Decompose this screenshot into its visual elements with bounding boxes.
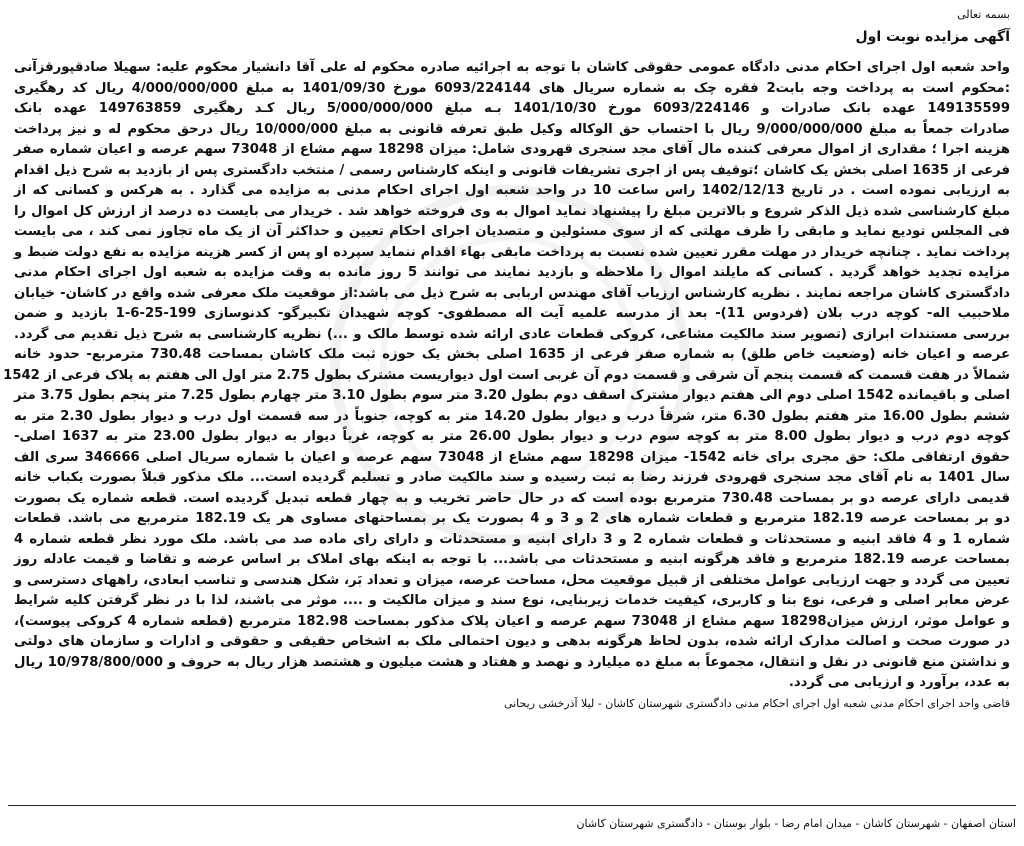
notice-body-line: فی المجلس تودیع نماید و مابقی را ظرف مهلتی که از سوی مسئولین و متصدیان اجرای احکام تعیین و حداکثر آن از یک ماه تجاوز نمی کند ، می بایست <box>14 224 1010 239</box>
notice-body-line: مزایده تجدید خواهد گردید . کسانی که مایلند اموال را ملاحظه و بازدید نمایند می توانند 5 روز مانده به وقت مزایده به شعبه اول اجرای احکام مدنی <box>14 265 1010 280</box>
notice-title: آگهی مزایده نوبت اول <box>855 29 1010 45</box>
notice-body-line: بررسی مستندات ابرازی (تصویر سند مالکیت مشاعی، کروکی قطعات عادی ارائه شده توسط مالک و ...) نظریه کارشناسی به شرح ذیل تقدیم می گردد. <box>14 326 1010 342</box>
notice-body-line: فرعی از 1635 اصلی بخش یک کاشان ؛توقیف پس از اجری تشریفات قانونی و اینکه کارشناس رسمی / منتخب دادگستری پس از بازدید به شرح ذیل اقدام <box>14 162 1010 178</box>
notice-body-line: اصلی و باقیمانده 1542 اصلی دوم الی هفتم دیوار مشترک اسقف دوم بطول 3.20 متر سوم بطول 3.10 متر چهارم بطول 7.25 متر پنجم بطول 3.75 متر <box>14 388 1011 403</box>
notice-body <box>3 58 1011 694</box>
notice-body-line: به عدد، برآورد و ارزیابی می گردد. <box>788 675 1010 690</box>
notice-body-line: کوچه دوم درب و دیوار بطول 8.00 متر به کوچه سوم درب و دیوار بطول 26.00 متر به کوچه، غرباً دیوار به دیوار بطول 23.00 متر به 1637 اصلی- <box>14 429 1010 444</box>
notice-body-line: ملاحبیب اله- کوچه درب بلان (فردوس 11)- بعد از مدرسه علمیه آیت اله مصطفوی- کوچه شهیدان تکبیرگو- کدنوسازی 199-25-6-1 بازدید و ضمن <box>14 306 1010 321</box>
notice-body-line: عرض معابر اصلی و فرعی، نوع بنا و کاربری، کیفیت خدمات زیربنایی، نوع سند و میزان مالکیت و .... موثر می باشند، لذا با در نظر گرفتن کلیه شرایط <box>14 593 1010 608</box>
notice-body-line: 149135599 عهده بانک صادرات و 6093/224146 مورخ 1401/10/30 بـه مبلغ 5/000/000/000 ریال کـد رهگیری 149763859 عهده بانک <box>14 101 1010 116</box>
notice-body-line: دادگستری کاشان مراجعه نمایند . نظریه کارشناس ارزیاب آقای مهندس اربابی به شرح ذیل می باشد:از موقعیت ملک معرفی شده واقع در کاشان- خیابان <box>14 285 1010 301</box>
notice-body-line: و نداشتن منع قانونی در نقل و انتقال، مجموعاً به مبلغ ده میلیارد و نهصد و هفتاد و هشت میلیون و هشتصد هزار ریال به حروف و 10/978/800/000 ریال <box>14 654 1010 670</box>
notice-body-line: واحد شعبه اول اجرای احکام مدنی دادگاه عمومی حقوقی کاشان با توجه به اجرائیه صادره محکوم له علی آقا دانشیار محکوم علیه: سهیلا صادقپورقزآنی <box>14 60 1010 75</box>
notice-body-line: شماره 1 و 4 فاقد ابنیه و مستحدثات و قطعات شماره 2 و 3 دارای ابنیه و مستحدثات و دارای رای ماده صد می باشد. ملک مورد نظر قطعه شماره 4 <box>14 531 1010 547</box>
notice-body-line: و عوامل موثر، ارزش میزان18298 سهم مشاع از 73048 سهم عرصه و اعیان پلاک مذکور بمساحت 182.98 مترمربع (قطعه شماره 4 کروکی پیوست)، <box>14 613 1010 629</box>
notice-body-line: تعیین می گردد و جهت ارزیابی عوامل مختلفی از قبیل موقعیت محل، مساحت عرصه، میزان و تعداد بَر، شکل هندسی و تناسب ابعادی، راههای دسترسی و <box>14 572 1010 588</box>
notice-body-line: قدیمی دارای عرصه دو بر بمساحت 730.48 مترمربع بوده است که در حال حاضر تخریب و به چهار قطعه تبدیل گردیده است. قطعه شماره یک بصورت <box>14 490 1010 506</box>
notice-body-line: ششم بطول 16.00 متر هفتم بطول 6.30 متر، شرقاً درب و دیوار بطول 14.20 متر به کوچه، جنوباً در سه قسمت اول درب و دیوار بطول 2.30 متر به <box>14 408 1011 424</box>
notice-body-line: عرصه و اعیان خانه (وضعیت خاص طلق) به شماره صفر فرعی از 1635 اصلی بخش یک حوزه ثبت ملک کاشان بمساحت 730.48 مترمربع- حدود خانه <box>14 347 1010 362</box>
notice-body-line: به ارزیابی نموده است . در تاریخ 1402/12/13 راس ساعت 10 در واحد شعبه اول اجرای احکام مدنی به مزایده می گذارد . به هرکس و کسانی که از <box>14 183 1010 198</box>
court-address-footer: استان اصفهان - شهرستان کاشان - میدان امام رضا - بلوار بوستان - دادگستری شهرستان کاشان <box>8 805 1016 832</box>
notice-body-line: شمالاً در هفت قسمت که قسمت پنجم آن شرقی و قسمت دوم آن غربی است اول دیواریست مشترک بطول 2.75 متر اول الی هفتم به پلاک فرعی از 1542 <box>3 367 1010 383</box>
notice-body-line: :محکوم است به پرداخت وجه بابت2 فقره چک به شماره سریال های 6093/224144 مورخ 1401/09/30 به مبلغ 4/000/000/000 ریال کد رهگیری <box>14 80 1010 96</box>
notice-body-line: سال 1401 به نام آقای مجد سنجری قهرودی فرزند رضا به ثبت رسیده و سند مالکیت صادر و تسلیم گردیده است... ملک مذکور قبلاً بصورت یکباب خانه <box>14 470 1010 485</box>
notice-body-line: مبلغ کارشناسی شده ذیل الذکر شروع و بالاترین مبلغ را پیشنهاد نماید اموال به وی فروخته خواهد شد . خریدار می بایست ده درصد از ارزش کل اموال را <box>14 203 1010 219</box>
notice-body-line: پرداخت نماید . چنانچه خریدار در مهلت مقرر تعیین شده نسبت به پرداخت مابقی بهاء اقدام ننماید سپرده او پس از کسر هزینه مزایده به نفع دولت ضبط و <box>14 244 1010 260</box>
notice-body-line: بمساحت عرصه 182.19 مترمربع و فاقد هرگونه ابنیه و مستحدثات می باشد... با توجه به اینکه بهای املاک بر اساس عرضه و تقاضا و قیمت عادله روز <box>14 552 1011 567</box>
notice-body-line: صادرات جمعاً به مبلغ 9/000/000/000 ریال با احتساب حق الوکاله وکیل طبق تعرفه قانونی به مبلغ 10/000/000 ریال درحق محکوم له و نیز پرداخت <box>14 121 1010 137</box>
notice-body-line: هزینه اجرا ؛ مقداری از اموال معرفی کننده مال آقای مجد سنجری قهرودی شامل: میزان 18298 سهم مشاع از 73048 سهم عرصه و اعیان شماره صفر <box>14 142 1010 157</box>
notice-body-line: حقوق ارتفاقی ملک: حق مجری برای خانه 1542- میزان 18298 سهم مشاع از 73048 سهم عرصه و اعیان با شماره سریال اصلی 346666 سری الف <box>14 449 1011 465</box>
judge-signature-line: قاضی واحد اجرای احکام مدنی شعبه اول اجرای احکام مدنی دادگستری شهرستان کاشان - لیلا آذرخشی ریحانی <box>503 696 1010 710</box>
notice-body-line: در صورت صحت و اصالت مدارک ارائه شده، بدون لحاظ هرگونه بدهی و دیون احتمالی ملک به اشخاص حقیقی و حقوقی و ادارات و سازمان های دولتی <box>14 634 1010 649</box>
basmala-header: بسمه تعالی <box>957 8 1010 21</box>
notice-body-line: دو بر بمساحت عرصه 182.19 مترمربع و قطعات شماره های 2 و 3 و 4 بصورت یک بر بمساحتهای مساوی هر یک 182.19 مترمربع می باشد. قطعات <box>14 511 1010 526</box>
